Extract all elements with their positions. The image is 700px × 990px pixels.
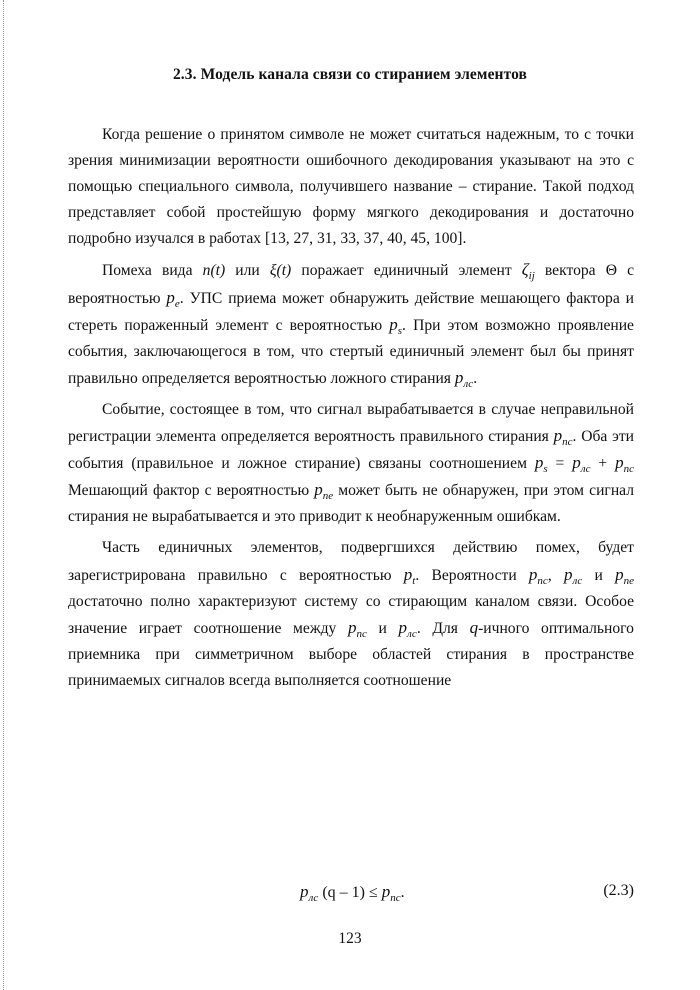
math-subscript: e	[174, 297, 180, 310]
page-edge-divider	[3, 0, 4, 990]
body-text	[68, 122, 634, 694]
math-expression: (q – 1) ≤	[318, 884, 382, 901]
text-run: . Для	[416, 619, 470, 637]
text-run: . УПС приема может обнаружить действие мешающего фактора и стереть пораженный элемент с вероятностью	[68, 289, 634, 334]
math-symbol: p	[398, 617, 407, 637]
text-run: и	[582, 566, 616, 584]
math-symbol: p	[403, 564, 413, 584]
math-subscript: лс	[572, 574, 583, 587]
math-subscript: t	[412, 574, 416, 587]
math-subscript: s	[543, 463, 548, 476]
math-symbol: p	[454, 367, 464, 387]
equation-number: (2.3)	[603, 882, 634, 899]
math-operator: +	[590, 455, 616, 473]
section-heading: 2.3. Модель канала связи со стиранием элементов	[172, 66, 528, 83]
math-subscript: пс	[356, 627, 367, 640]
math-symbol: p	[166, 287, 175, 307]
math-symbol: p	[553, 426, 563, 446]
text-run: вектора	[534, 262, 606, 280]
text-run: и	[366, 619, 399, 637]
text-run: ,	[547, 566, 564, 584]
math-symbol: ξ(t)	[269, 262, 292, 280]
math-subscript: пс	[537, 574, 548, 587]
math-symbol: p	[314, 480, 323, 500]
math-symbol: ζ	[521, 260, 529, 280]
math-operator: =	[547, 455, 573, 473]
text-run: с вероятностью	[68, 262, 635, 307]
math-symbol: n(t)	[202, 262, 226, 280]
text-run: -ичного оптимального приемника при симметричном выборе областей стирания в пространстве принимаемых сигналов всегда выполняется соотношение	[68, 619, 634, 689]
math-subscript: ij	[528, 270, 535, 283]
text-run: Событие, состоящее в том, что сигнал вырабатывается в случае неправильной регистрации элемента определяется вероятность правильного стирания	[68, 400, 634, 446]
text-run: может быть не обнаружен, при этом сигнал стирания не вырабатывается и это приводит к необнаруженным ошибкам.	[68, 482, 634, 526]
equation-formula	[300, 882, 405, 902]
math-symbol: p	[563, 564, 573, 584]
text-run: Часть единичных элементов, подвергшихся действию помех, будет зарегистрирована правильно с вероятностью	[68, 539, 634, 584]
text-run: . При этом возможно проявление события, заключающегося в том, что стертый единичный элемент был бы принят правильно определяется вероятностью ложного стирания	[68, 316, 634, 387]
paragraph-2	[68, 257, 634, 391]
math-subscript: s	[397, 324, 403, 337]
math-symbol: Θ	[605, 262, 617, 280]
math-symbol: p	[572, 453, 581, 473]
text-run: . Оба эти события (правильное и ложное стирание) связаны соотношением	[68, 428, 634, 473]
math-subscript: пс	[623, 463, 635, 476]
math-subscript: лс	[308, 892, 319, 904]
equation-2-3	[68, 882, 634, 912]
math-subscript: пе	[623, 574, 634, 587]
math-punctuation: .	[400, 884, 405, 901]
paragraph-1: Когда решение о принятом символе не может считаться надежным, то с точки зрения минимизации вероятности ошибочного декодирования указывают на это с помощью специального символа, получившего название – стирание. Такой подход представляет собой простейшую форму мягкого декодирования и достаточно подробно изучался в работах [13, 27, 31, 33, 37, 40, 45, 100].	[68, 126, 634, 248]
math-symbol: p	[615, 564, 624, 584]
math-subscript: лс	[463, 377, 474, 390]
text-run: .	[473, 369, 478, 387]
text-run: Мешающий фактор с вероятностью	[68, 482, 315, 500]
paragraph-4	[68, 535, 634, 694]
text-run: или	[225, 262, 270, 280]
math-subscript: лс	[580, 463, 591, 476]
paragraph-3	[68, 397, 634, 530]
text-run: поражает единичный элемент	[291, 262, 522, 280]
math-subscript: лс	[406, 627, 417, 640]
text-run: достаточно полно характеризуют систему со стирающим каналом связи. Особое значение играет соотношение между	[68, 592, 634, 637]
math-subscript: пс	[390, 892, 401, 904]
text-run: Помеха вида	[102, 262, 203, 280]
page-number: 123	[338, 930, 362, 947]
text-run: . Вероятности	[415, 566, 529, 584]
math-subscript: пе	[322, 490, 334, 503]
math-symbol: p	[528, 564, 538, 584]
math-subscript: пс	[562, 436, 573, 449]
math-symbol: p	[347, 617, 357, 637]
math-symbol: p	[615, 453, 624, 473]
math-symbol: p	[381, 882, 391, 901]
math-symbol: p	[300, 882, 309, 901]
math-symbol: p	[534, 453, 544, 473]
math-symbol: p	[389, 314, 398, 334]
math-symbol: q	[469, 617, 479, 637]
